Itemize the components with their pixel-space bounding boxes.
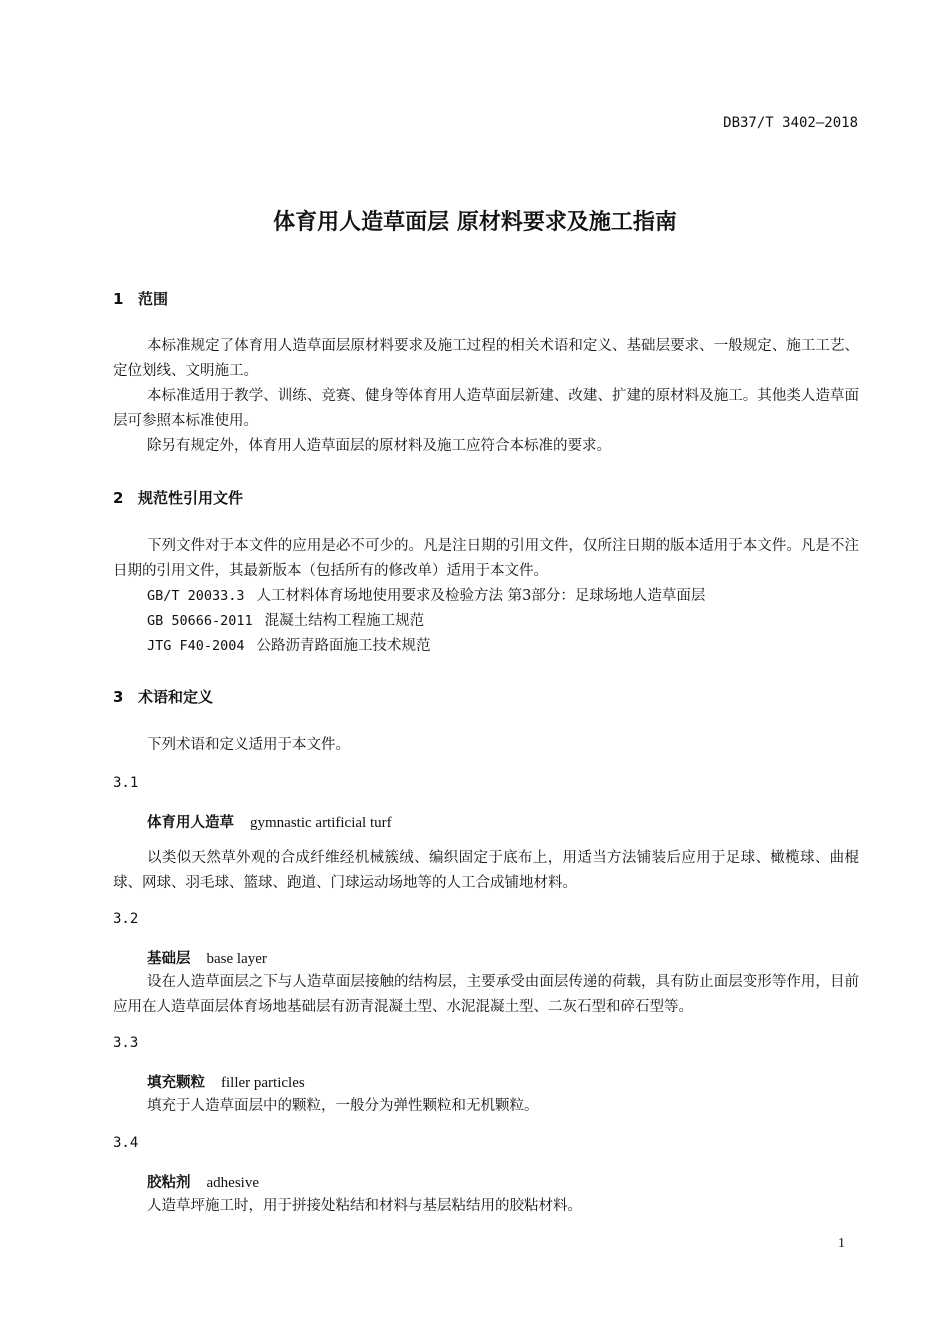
section-1-paragraph-3: 除另有规定外，体育用人造草面层的原材料及施工应符合本标准的要求。 (147, 438, 611, 454)
normative-reference (147, 609, 424, 630)
term-chinese: 胶粘剂 (147, 1175, 191, 1191)
term-chinese: 体育用人造草 (147, 815, 234, 831)
term-chinese: 填充颗粒 (147, 1075, 205, 1091)
term-definition: 填充于人造草面层中的颗粒，一般分为弹性颗粒和无机颗粒。 (147, 1098, 539, 1114)
clause-number: 3.1 (113, 775, 139, 791)
section-1-heading (113, 288, 168, 309)
clause-number: 3.2 (113, 911, 139, 927)
reference-title: 人工材料体育场地使用要求及检验方法 第3部分：足球场地人造草面层 (256, 588, 706, 604)
term-english: gymnastic artificial turf (250, 815, 392, 831)
page-number: 1 (838, 1236, 845, 1251)
section-1-paragraph-2: 本标准适用于教学、训练、竞赛、健身等体育用人造草面层新建、改建、扩建的原材料及施工。其他类人造草面层可参照本标准使用。 (113, 388, 859, 429)
normative-reference (147, 584, 705, 605)
section-3-paragraph-1: 下列术语和定义适用于本文件。 (147, 737, 350, 753)
term-english: filler particles (221, 1075, 305, 1091)
normative-reference (147, 634, 431, 655)
term-heading (147, 1071, 305, 1092)
term-definition: 以类似天然草外观的合成纤维经机械簇绒、编织固定于底布上，用适当方法铺装后应用于足球、橄榄球、曲棍球、网球、羽毛球、篮球、跑道、门球运动场地等的人工合成铺地材料。 (113, 850, 859, 891)
section-3-heading (113, 686, 213, 707)
reference-code: JTG F40-2004 (147, 638, 245, 654)
section-2-heading (113, 487, 243, 508)
clause-number: 3.3 (113, 1035, 139, 1051)
section-2-paragraph-1: 下列文件对于本文件的应用是必不可少的。凡是注日期的引用文件，仅所注日期的版本适用于本文件。凡是不注日期的引用文件，其最新版本（包括所有的修改单）适用于本文件。 (113, 538, 859, 579)
document-title: 体育用人造草面层 原材料要求及施工指南 (273, 210, 677, 235)
term-definition: 人造草坪施工时，用于拼接处粘结和材料与基层粘结用的胶粘材料。 (147, 1198, 582, 1214)
section-title: 规范性引用文件 (138, 489, 244, 507)
term-english: base layer (206, 951, 267, 967)
term-heading (147, 811, 392, 832)
section-number: 1 (113, 290, 124, 308)
term-chinese: 基础层 (147, 951, 191, 967)
section-1-paragraph-1: 本标准规定了体育用人造草面层原材料要求及施工过程的相关术语和定义、基础层要求、一般规定、施工工艺、定位划线、文明施工。 (113, 338, 859, 379)
term-english: adhesive (206, 1175, 259, 1191)
reference-title: 公路沥青路面施工技术规范 (256, 638, 431, 654)
term-heading (147, 947, 267, 968)
reference-title: 混凝土结构工程施工规范 (264, 613, 425, 629)
term-heading (147, 1171, 259, 1192)
section-title: 术语和定义 (138, 688, 214, 706)
section-number: 2 (113, 489, 124, 507)
reference-code: GB/T 20033.3 (147, 588, 245, 604)
section-title: 范围 (138, 290, 169, 308)
term-definition: 设在人造草面层之下与人造草面层接触的结构层，主要承受由面层传递的荷载，具有防止面层变形等作用，目前应用在人造草面层体育场地基础层有沥青混凝土型、水泥混凝土型、二灰石型和碎石型等。 (113, 974, 859, 1015)
standard-number: DB37/T 3402—2018 (723, 115, 858, 131)
reference-code: GB 50666-2011 (147, 613, 253, 629)
section-number: 3 (113, 688, 124, 706)
clause-number: 3.4 (113, 1135, 139, 1151)
